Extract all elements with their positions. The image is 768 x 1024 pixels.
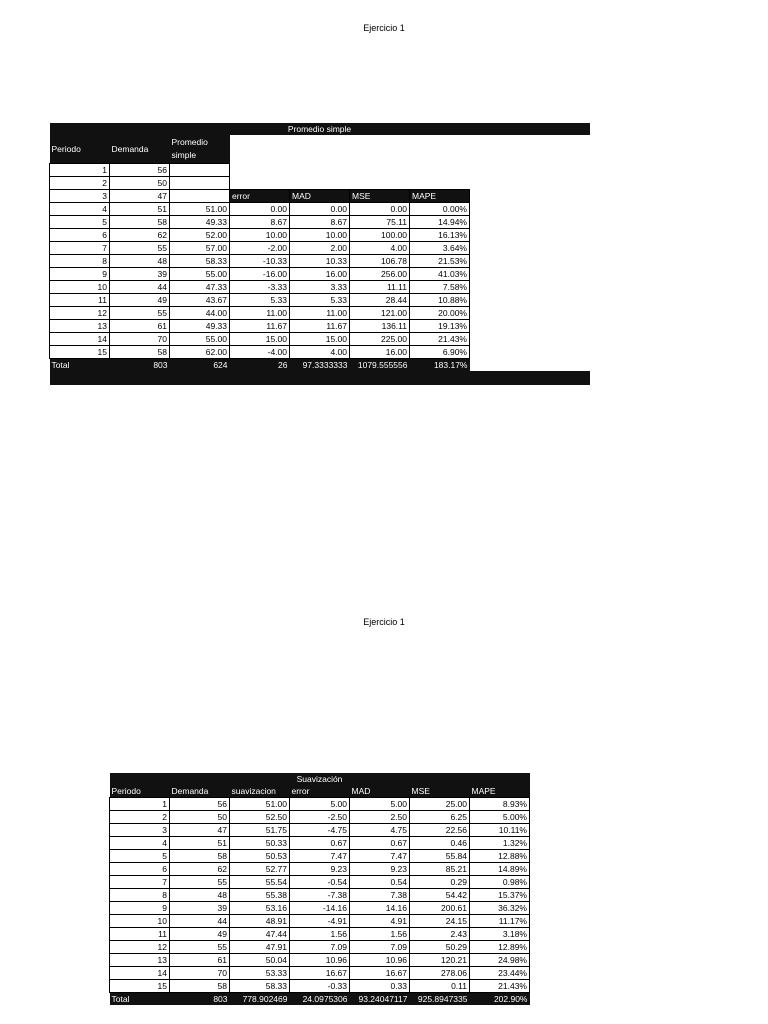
error-cell: -2.00	[230, 241, 290, 254]
periodo-cell: 15	[110, 980, 170, 993]
total-mad: 97.3333333	[290, 358, 350, 371]
empty-cell	[470, 254, 590, 267]
mad-cell: 3.33	[290, 280, 350, 293]
mape-cell: 16.13%	[410, 228, 470, 241]
error-cell: -3.33	[230, 280, 290, 293]
demanda-cell: 39	[170, 902, 230, 915]
table-row	[50, 254, 590, 267]
header-mape: MAPE	[410, 189, 470, 202]
mse-cell: 136.11	[350, 319, 410, 332]
total-mad: 93.24047117	[350, 993, 410, 1006]
forecast-cell: 50.53	[230, 850, 290, 863]
mape-cell: 3.64%	[410, 241, 470, 254]
table-row	[110, 889, 530, 902]
forecast-cell: 52.77	[230, 863, 290, 876]
forecast-cell: 44.00	[170, 306, 230, 319]
forecast-cell: 48.91	[230, 915, 290, 928]
mape-cell: 11.17%	[470, 915, 530, 928]
total-forecast: 624	[170, 358, 230, 371]
periodo-cell: 7	[110, 876, 170, 889]
mse-cell: 50.29	[410, 941, 470, 954]
demanda-cell: 55	[110, 306, 170, 319]
demanda-cell: 61	[170, 954, 230, 967]
filler-cell	[50, 371, 470, 385]
mad-cell: 15.00	[290, 332, 350, 345]
total-filler-row	[50, 371, 590, 385]
forecast-cell: 62.00	[170, 345, 230, 358]
empty-cell	[470, 332, 590, 345]
periodo-cell: 9	[110, 902, 170, 915]
forecast-cell: 47.91	[230, 941, 290, 954]
demanda-cell: 47	[110, 189, 170, 202]
periodo-cell: 8	[110, 889, 170, 902]
periodo-cell: 1	[110, 798, 170, 811]
table-row	[50, 163, 590, 176]
total-forecast: 778.902469	[230, 993, 290, 1006]
header-mse: MSE	[350, 189, 410, 202]
forecast-cell: 52.00	[170, 228, 230, 241]
table-row	[110, 850, 530, 863]
error-cell: 8.67	[230, 215, 290, 228]
mad-cell: 10.33	[290, 254, 350, 267]
periodo-cell: 4	[110, 837, 170, 850]
mape-cell: 10.11%	[470, 824, 530, 837]
mad-cell: 0.00	[290, 202, 350, 215]
periodo-cell: 2	[50, 176, 110, 189]
empty-cell	[470, 267, 590, 280]
total-mse: 1079.555556	[350, 358, 410, 371]
table-row	[50, 345, 590, 358]
total-row	[50, 358, 590, 371]
table-row	[110, 915, 530, 928]
mad-cell: 4.00	[290, 345, 350, 358]
mse-cell: 25.00	[410, 798, 470, 811]
mape-cell: 41.03%	[410, 267, 470, 280]
mse-cell: 120.21	[410, 954, 470, 967]
forecast-cell: 55.54	[230, 876, 290, 889]
table-title-row	[50, 123, 590, 135]
error-cell: -0.33	[290, 980, 350, 993]
table-row	[50, 319, 590, 332]
empty-cell	[470, 358, 590, 371]
table-row	[50, 293, 590, 306]
periodo-cell: 11	[50, 293, 110, 306]
table-row	[50, 228, 590, 241]
mad-cell: 7.09	[350, 941, 410, 954]
demanda-cell: 51	[110, 202, 170, 215]
table-row	[50, 306, 590, 319]
periodo-cell: 10	[50, 280, 110, 293]
page-title-1: Ejercicio 1	[363, 23, 405, 33]
header-demanda: Demanda	[171, 786, 209, 796]
periodo-cell: 6	[50, 228, 110, 241]
table-row	[110, 967, 530, 980]
periodo-cell: 3	[110, 824, 170, 837]
demanda-cell: 70	[170, 967, 230, 980]
mape-cell: 21.53%	[410, 254, 470, 267]
table-row	[110, 954, 530, 967]
mape-cell: 0.98%	[470, 876, 530, 889]
mse-cell: 6.25	[410, 811, 470, 824]
empty-cell	[470, 189, 590, 202]
periodo-cell: 13	[110, 954, 170, 967]
forecast-cell: 51.00	[170, 202, 230, 215]
table-row	[50, 280, 590, 293]
error-cell: -7.38	[290, 889, 350, 902]
mad-cell: 11.00	[290, 306, 350, 319]
error-cell: 1.56	[290, 928, 350, 941]
empty-cell	[470, 228, 590, 241]
error-cell: 5.33	[230, 293, 290, 306]
forecast-cell: 47.33	[170, 280, 230, 293]
periodo-cell: 12	[110, 941, 170, 954]
demanda-cell: 62	[110, 228, 170, 241]
forecast-cell: 55.38	[230, 889, 290, 902]
header-error: error	[230, 189, 290, 202]
mape-cell: 10.88%	[410, 293, 470, 306]
mad-cell: 16.67	[350, 967, 410, 980]
empty-cell	[470, 345, 590, 358]
mape-cell: 12.89%	[470, 941, 530, 954]
mse-cell: 121.00	[350, 306, 410, 319]
mape-cell: 7.58%	[410, 280, 470, 293]
mse-cell: 200.61	[410, 902, 470, 915]
periodo-cell: 3	[50, 189, 110, 202]
forecast-cell: 55.00	[170, 267, 230, 280]
mad-cell: 5.33	[290, 293, 350, 306]
demanda-cell: 70	[110, 332, 170, 345]
total-mse: 925.8947335	[410, 993, 470, 1006]
error-cell: -0.54	[290, 876, 350, 889]
forecast-cell	[170, 189, 230, 202]
forecast-cell	[170, 176, 230, 189]
forecast-cell: 47.44	[230, 928, 290, 941]
mape-cell: 20.00%	[410, 306, 470, 319]
table-row	[50, 215, 590, 228]
periodo-cell: 6	[110, 863, 170, 876]
mse-cell: 100.00	[350, 228, 410, 241]
mse-cell: 85.21	[410, 863, 470, 876]
table-row	[110, 902, 530, 915]
mse-cell: 256.00	[350, 267, 410, 280]
header-error: error	[291, 786, 310, 796]
periodo-cell: 14	[50, 332, 110, 345]
demanda-cell: 44	[170, 915, 230, 928]
error-cell: 10.00	[230, 228, 290, 241]
demanda-cell: 58	[170, 850, 230, 863]
periodo-cell: 15	[50, 345, 110, 358]
forecast-cell: 53.16	[230, 902, 290, 915]
error-cell: -16.00	[230, 267, 290, 280]
total-error: 26	[230, 358, 290, 371]
demanda-cell: 58	[110, 215, 170, 228]
mad-cell: 7.47	[350, 850, 410, 863]
error-cell: -14.16	[290, 902, 350, 915]
error-cell: 5.00	[290, 798, 350, 811]
total-error: 24.0975306	[290, 993, 350, 1006]
periodo-cell: 13	[50, 319, 110, 332]
error-cell: 10.96	[290, 954, 350, 967]
mad-cell: 2.00	[290, 241, 350, 254]
mad-cell: 0.54	[350, 876, 410, 889]
total-mape: 202.90%	[470, 993, 530, 1006]
empty-cell	[470, 280, 590, 293]
mse-cell: 24.15	[410, 915, 470, 928]
mse-cell: 0.00	[350, 202, 410, 215]
demanda-cell: 48	[170, 889, 230, 902]
mape-cell: 19.13%	[410, 319, 470, 332]
forecast-cell: 58.33	[230, 980, 290, 993]
header-mape: MAPE	[471, 786, 496, 796]
mape-cell: 14.89%	[470, 863, 530, 876]
demanda-cell: 62	[170, 863, 230, 876]
mad-cell: 1.56	[350, 928, 410, 941]
table-row	[110, 928, 530, 941]
table-row	[50, 189, 590, 202]
mad-cell: 11.67	[290, 319, 350, 332]
table-row	[110, 863, 530, 876]
forecast-cell: 58.33	[170, 254, 230, 267]
header-demanda: Demanda	[110, 135, 170, 163]
mse-cell: 54.42	[410, 889, 470, 902]
table-row	[110, 980, 530, 993]
mad-cell: 4.91	[350, 915, 410, 928]
table-row	[50, 202, 590, 215]
forecast-cell	[170, 163, 230, 176]
table-row	[110, 798, 530, 811]
total-row	[110, 993, 530, 1006]
error-cell: 16.67	[290, 967, 350, 980]
periodo-cell: 12	[50, 306, 110, 319]
table-title-row	[110, 773, 530, 785]
demanda-cell: 56	[110, 163, 170, 176]
demanda-cell: 51	[170, 837, 230, 850]
mape-cell: 12.88%	[470, 850, 530, 863]
periodo-cell: 9	[50, 267, 110, 280]
error-cell: -2.50	[290, 811, 350, 824]
empty-cell	[230, 163, 590, 176]
mse-cell: 106.78	[350, 254, 410, 267]
total-label: Total	[50, 358, 110, 371]
mse-cell: 2.43	[410, 928, 470, 941]
demanda-cell: 47	[170, 824, 230, 837]
periodo-cell: 11	[110, 928, 170, 941]
empty-cell	[470, 306, 590, 319]
empty-cell	[470, 202, 590, 215]
table-row	[110, 941, 530, 954]
demanda-cell: 39	[110, 267, 170, 280]
mse-cell: 0.29	[410, 876, 470, 889]
mad-cell: 16.00	[290, 267, 350, 280]
demanda-cell: 58	[170, 980, 230, 993]
header-blank	[230, 135, 590, 163]
table-row	[110, 876, 530, 889]
forecast-cell: 51.75	[230, 824, 290, 837]
error-cell: -10.33	[230, 254, 290, 267]
mse-cell: 16.00	[350, 345, 410, 358]
error-cell: 0.00	[230, 202, 290, 215]
mape-cell: 21.43%	[470, 980, 530, 993]
demanda-cell: 49	[110, 293, 170, 306]
mape-cell: 0.00%	[410, 202, 470, 215]
demanda-cell: 49	[170, 928, 230, 941]
demanda-cell: 55	[170, 941, 230, 954]
mape-cell: 5.00%	[470, 811, 530, 824]
mape-cell: 6.90%	[410, 345, 470, 358]
error-cell: 9.23	[290, 863, 350, 876]
table-row	[50, 267, 590, 280]
mse-cell: 22.56	[410, 824, 470, 837]
empty-cell	[470, 215, 590, 228]
mad-cell: 14.16	[350, 902, 410, 915]
total-label: Total	[110, 993, 170, 1006]
forecast-cell: 55.00	[170, 332, 230, 345]
header-periodo: Periodo	[50, 135, 110, 163]
demanda-cell: 50	[110, 176, 170, 189]
mse-cell: 278.06	[410, 967, 470, 980]
periodo-cell: 4	[50, 202, 110, 215]
mape-cell: 21.43%	[410, 332, 470, 345]
mape-cell: 23.44%	[470, 967, 530, 980]
forecast-cell: 52.50	[230, 811, 290, 824]
mad-cell: 2.50	[350, 811, 410, 824]
total-demanda: 803	[110, 358, 170, 371]
empty-cell	[470, 371, 590, 385]
periodo-cell: 1	[50, 163, 110, 176]
periodo-cell: 7	[50, 241, 110, 254]
error-cell: 11.67	[230, 319, 290, 332]
periodo-cell: 5	[50, 215, 110, 228]
header-row	[50, 135, 590, 163]
mape-cell: 1.32%	[470, 837, 530, 850]
error-cell: -4.00	[230, 345, 290, 358]
header-mad: MAD	[290, 189, 350, 202]
error-cell: 7.09	[290, 941, 350, 954]
mad-cell: 9.23	[350, 863, 410, 876]
mad-cell: 5.00	[350, 798, 410, 811]
empty-cell	[470, 319, 590, 332]
table-title: Promedio simple	[287, 124, 352, 134]
forecast-cell: 50.04	[230, 954, 290, 967]
demanda-cell: 55	[170, 876, 230, 889]
mad-cell: 8.67	[290, 215, 350, 228]
table-row	[50, 176, 590, 189]
mad-cell: 7.38	[350, 889, 410, 902]
mad-cell: 4.75	[350, 824, 410, 837]
periodo-cell: 5	[110, 850, 170, 863]
empty-cell	[230, 176, 590, 189]
forecast-cell: 49.33	[170, 319, 230, 332]
total-demanda: 803	[170, 993, 230, 1006]
mape-cell: 8.93%	[470, 798, 530, 811]
table-row	[50, 241, 590, 254]
empty-cell	[470, 241, 590, 254]
demanda-cell: 48	[110, 254, 170, 267]
table-row	[110, 824, 530, 837]
mape-cell: 24.98%	[470, 954, 530, 967]
mad-cell: 10.96	[350, 954, 410, 967]
error-cell: 7.47	[290, 850, 350, 863]
header-suavizacion: suavizacion	[231, 786, 276, 796]
periodo-cell: 10	[110, 915, 170, 928]
table-row	[50, 332, 590, 345]
demanda-cell: 61	[110, 319, 170, 332]
table-row	[110, 811, 530, 824]
error-cell: 15.00	[230, 332, 290, 345]
mse-cell: 0.46	[410, 837, 470, 850]
forecast-cell: 49.33	[170, 215, 230, 228]
mse-cell: 28.44	[350, 293, 410, 306]
demanda-cell: 58	[110, 345, 170, 358]
demanda-cell: 56	[170, 798, 230, 811]
error-cell: -4.75	[290, 824, 350, 837]
mse-cell: 55.84	[410, 850, 470, 863]
mse-cell: 11.11	[350, 280, 410, 293]
header-promedio-line2: simple	[171, 149, 197, 160]
forecast-cell: 53.33	[230, 967, 290, 980]
error-cell: 11.00	[230, 306, 290, 319]
promedio-simple-table	[49, 123, 590, 385]
total-mape: 183.17%	[410, 358, 470, 371]
mse-cell: 75.11	[350, 215, 410, 228]
page-title-2: Ejercicio 1	[363, 617, 405, 627]
mape-cell: 14.94%	[410, 215, 470, 228]
forecast-cell: 57.00	[170, 241, 230, 254]
error-cell: -4.91	[290, 915, 350, 928]
forecast-cell: 43.67	[170, 293, 230, 306]
mse-cell: 0.11	[410, 980, 470, 993]
demanda-cell: 55	[110, 241, 170, 254]
mape-cell: 36.32%	[470, 902, 530, 915]
table-title: Suavización	[296, 774, 343, 784]
mad-cell: 0.33	[350, 980, 410, 993]
demanda-cell: 44	[110, 280, 170, 293]
mad-cell: 0.67	[350, 837, 410, 850]
table-row	[110, 837, 530, 850]
suavizacion-table	[109, 773, 530, 1005]
header-promedio-simple	[170, 135, 230, 163]
header-promedio-line1: Promedio	[171, 136, 208, 147]
header-row	[110, 785, 530, 798]
periodo-cell: 14	[110, 967, 170, 980]
forecast-cell: 51.00	[230, 798, 290, 811]
periodo-cell: 2	[110, 811, 170, 824]
mse-cell: 4.00	[350, 241, 410, 254]
mse-cell: 225.00	[350, 332, 410, 345]
header-mad: MAD	[351, 786, 371, 796]
forecast-cell: 50.33	[230, 837, 290, 850]
empty-cell	[470, 293, 590, 306]
header-mse: MSE	[411, 786, 430, 796]
mad-cell: 10.00	[290, 228, 350, 241]
periodo-cell: 8	[50, 254, 110, 267]
mape-cell: 3.18%	[470, 928, 530, 941]
header-periodo: Periodo	[111, 786, 141, 796]
demanda-cell: 50	[170, 811, 230, 824]
error-cell: 0.67	[290, 837, 350, 850]
mape-cell: 15.37%	[470, 889, 530, 902]
